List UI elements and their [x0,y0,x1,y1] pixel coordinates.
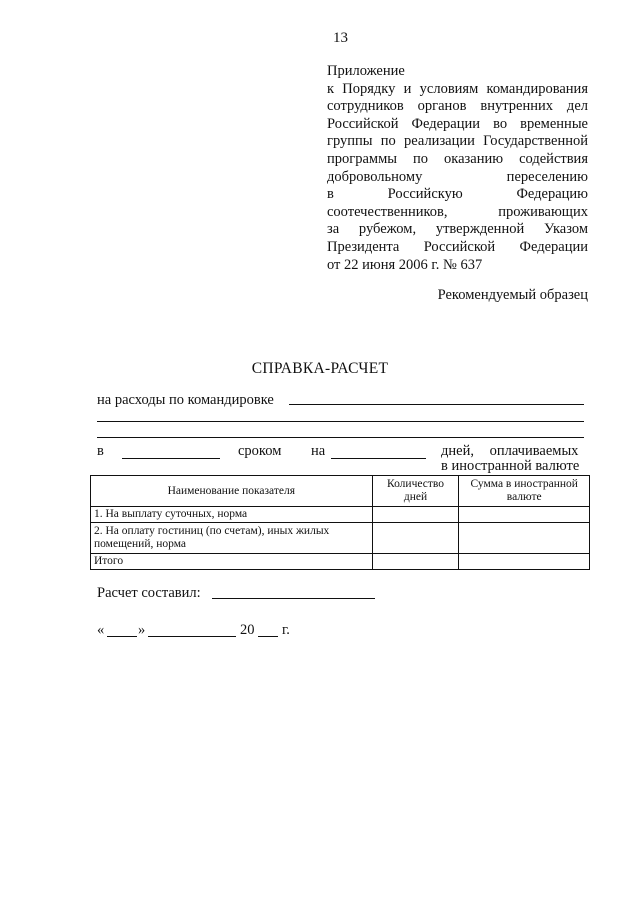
table-row [91,554,590,570]
row-label: 1. На выплату суточных, норма [91,507,373,523]
trip-term-label: сроком на [238,443,326,459]
appendix-line: программы по оказанию содействия [327,150,588,167]
document-title: СПРАВКА-РАСЧЕТ [251,360,389,377]
appendix-line: Российской Федерации во временные [327,115,588,132]
expenses-label: на расходы по командировке [97,392,274,408]
appendix-line: добровольному переселению [327,168,588,185]
year-prefix: 20 [240,622,255,638]
days-cell[interactable] [372,523,459,554]
date-open-quote: « [97,622,105,638]
row-label: Итого [91,554,373,570]
destination-blank-line[interactable] [122,458,220,459]
appendix-line: к Порядку и условиям командирования [327,80,588,97]
day-blank-line[interactable] [107,636,137,637]
trip-in-label: в [97,443,104,459]
term-blank-line[interactable] [331,458,426,459]
appendix-line: сотрудников органов внутренних дел [327,98,588,115]
table-row [91,507,590,523]
compiled-by-blank-line[interactable] [212,598,375,599]
days-cell[interactable] [372,507,459,523]
sum-cell[interactable] [459,507,590,523]
row-label: 2. На оплату гостиниц (по счетам), иных жилых помещений, норма [91,523,373,554]
page-number: 13 [333,30,348,46]
header-indicator-name: Наименование показателя [91,476,373,507]
sum-cell[interactable] [459,523,590,554]
currency-label: в иностранной валюте [441,458,580,474]
table-header-row [91,476,590,507]
appendix-line: в Российскую Федерацию [327,186,588,203]
appendix-line: группы по реализации Государственной [327,133,588,150]
header-days-count: Количество дней [372,476,459,507]
date-close-quote: » [138,622,146,638]
appendix-line: от 22 июня 2006 г. № 637 [327,256,483,273]
sum-cell[interactable] [459,554,590,570]
month-blank-line[interactable] [148,636,236,637]
appendix-line: соотечественников, проживающих [327,203,588,220]
table-row [91,523,590,554]
year-suffix: г. [282,622,290,638]
year-blank-line[interactable] [258,636,278,637]
appendix-line: Приложение [327,63,405,79]
expenses-blank-line[interactable] [97,421,584,422]
appendix-header [327,63,588,274]
appendix-line: Президента Российской Федерации [327,238,588,255]
days-paid-label: дней, оплачиваемых [441,443,579,459]
appendix-line: за рубежом, утвержденной Указом [327,221,588,238]
days-cell[interactable] [372,554,459,570]
calculation-table [90,475,590,570]
recommended-sample-label: Рекомендуемый образец [437,287,588,303]
compiled-by-label: Расчет составил: [97,585,201,601]
expenses-blank-line[interactable] [97,437,584,438]
header-foreign-currency-sum: Сумма в иностранной валюте [459,476,590,507]
expenses-blank-line[interactable] [289,404,584,405]
